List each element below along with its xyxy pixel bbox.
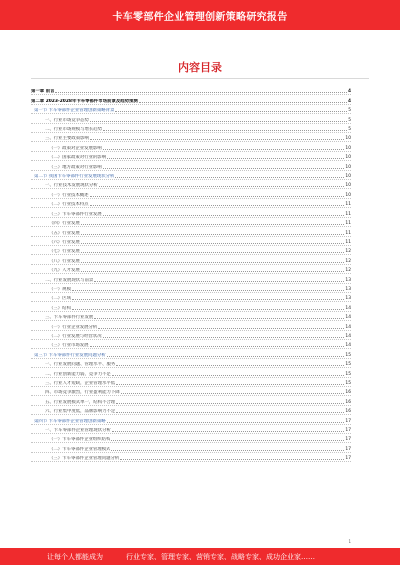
toc-dot-leader (90, 346, 345, 347)
toc-entry-text: （三）结构 (49, 305, 71, 311)
toc-entry-text: （三）行业市场发展 (49, 343, 89, 349)
toc-entry[interactable] (31, 274, 351, 283)
toc-entry-text: 第一节 卡车零部件企业管理创新策略背景 (34, 108, 115, 114)
toc-dot-leader (81, 224, 345, 225)
toc-entry-text: （九）人才发展 (49, 268, 80, 274)
toc-entry-page: 15 (345, 362, 351, 368)
toc-entry[interactable] (31, 312, 351, 321)
toc-entry[interactable] (31, 321, 351, 330)
footer-slogan-left: 让每个人都能成为 (47, 553, 103, 561)
toc-entry[interactable] (31, 142, 351, 151)
toc-entry[interactable] (31, 415, 351, 424)
toc-entry-text: 三、行业人才短缺，企业管理水平低 (45, 381, 116, 386)
toc-entry[interactable] (31, 208, 351, 217)
toc-entry-page: 10 (345, 164, 351, 170)
toc-dot-leader (90, 205, 345, 206)
toc-entry-text: （三）卡车零部件企业管理问题分析 (49, 456, 120, 462)
toc-dot-leader (120, 459, 344, 460)
toc-entry-page: 10 (345, 174, 351, 180)
toc-dot-leader (103, 149, 345, 150)
toc-entry-page: 12 (345, 249, 351, 255)
toc-entry-text: 四、市场竞争激烈，行业盈利能力下降 (45, 390, 120, 396)
toc-dot-leader (103, 215, 345, 216)
toc-dot-leader (103, 130, 347, 131)
toc-entry-text: （一）政策对企业发展影响 (49, 145, 102, 151)
toc-dot-leader (94, 318, 344, 319)
toc-entry[interactable] (31, 434, 351, 443)
toc-dot-leader (98, 328, 344, 329)
toc-entry-page: 17 (345, 418, 351, 424)
toc-dot-leader (81, 234, 345, 235)
toc-entry[interactable] (31, 453, 351, 462)
toc-entry-text: （五）行业发展 (49, 230, 80, 236)
toc-entry-page: 11 (345, 221, 351, 227)
toc-entry[interactable] (31, 387, 351, 396)
toc-entry-page: 10 (345, 192, 351, 198)
toc-entry-page: 5 (348, 127, 351, 133)
toc-entry[interactable] (31, 378, 351, 387)
toc-entry-text: 一、行业发展问题、管理水平、服务 (45, 362, 116, 368)
toc-dot-leader (115, 111, 347, 112)
toc-dot-leader (81, 252, 345, 253)
toc-entry-text: （二）行业发展与经营状况 (49, 333, 102, 339)
toc-entry-page: 5 (348, 117, 351, 123)
toc-entry-page: 10 (345, 136, 351, 142)
toc-entry-page: 16 (345, 399, 351, 405)
toc-entry[interactable] (31, 349, 351, 358)
toc-title: 内容目录 (178, 61, 222, 74)
toc-entry-page: 14 (345, 324, 351, 330)
report-title: 卡车零部件企业管理创新策略研究报告 (112, 12, 288, 23)
toc-entry[interactable] (31, 95, 351, 104)
toc-entry[interactable] (31, 425, 351, 434)
toc-entry[interactable] (31, 180, 351, 189)
toc-entry-text: （六）行业发展 (49, 239, 80, 245)
toc-entry-page: 11 (345, 239, 351, 245)
toc-entry-page: 17 (345, 437, 351, 443)
toc-entry-text: （八）行业发展 (49, 258, 80, 264)
toc-entry[interactable] (31, 114, 351, 123)
toc-dot-leader (112, 375, 345, 376)
toc-entry[interactable] (31, 265, 351, 274)
toc-entry[interactable] (31, 161, 351, 170)
toc-entry[interactable] (31, 443, 351, 452)
toc-entry-page: 10 (345, 145, 351, 151)
toc-entry-text: （一）规模 (49, 286, 71, 292)
toc-entry-text: （四）行业发展 (49, 221, 80, 227)
toc-entry-text: 一、行业技术发展现状分析 (45, 183, 98, 189)
toc-entry-page: 11 (345, 230, 351, 236)
toc-entry-text: （二）区域 (49, 296, 71, 302)
toc-entry-page: 4 (347, 89, 351, 95)
toc-entry[interactable] (31, 189, 351, 198)
toc-entry-text: 第二节 我国卡车零部件行业发展现状分析 (34, 174, 115, 180)
toc-entry-page: 15 (345, 381, 351, 386)
toc-entry-text: （七）行业发展 (49, 249, 80, 255)
toc-entry-text: 二、行业市场规模与增长趋势 (45, 127, 103, 133)
toc-entry-text: （二）国家政策对行业的影响 (49, 155, 107, 161)
toc-entry-text: （三）地方政策对行业影响 (49, 164, 102, 170)
toc-entry-page: 12 (345, 258, 351, 264)
toc-entry-page: 5 (348, 108, 351, 114)
toc-entry[interactable] (31, 124, 351, 133)
table-of-contents (31, 86, 351, 462)
toc-entry-text: （一）行业企业发展分析 (49, 324, 98, 330)
toc-entry-text: 第一章 前言 (31, 89, 55, 95)
header-banner (0, 0, 400, 30)
toc-entry-text: 六、行业集中度低，品牌影响力不足 (45, 409, 116, 415)
toc-entry-page: 17 (345, 456, 351, 462)
toc-entry[interactable] (31, 284, 351, 293)
toc-entry-page: 13 (345, 296, 351, 302)
toc-dot-leader (115, 177, 344, 178)
toc-divider (31, 78, 369, 79)
toc-entry-text: （一）行业技术概述 (49, 192, 89, 198)
toc-entry-page: 16 (345, 409, 351, 415)
toc-entry-page: 11 (345, 202, 351, 208)
toc-entry-page: 10 (345, 155, 351, 161)
footer-slogan-right: 行业专家、管理专家、营销专家、战略专家、成功企业家…… (126, 553, 315, 561)
toc-entry[interactable] (31, 86, 351, 95)
toc-entry-page: 17 (345, 446, 351, 452)
toc-entry-page: 14 (345, 315, 351, 321)
toc-entry-page: 10 (345, 183, 351, 189)
toc-entry[interactable] (31, 133, 351, 142)
toc-entry[interactable] (31, 152, 351, 161)
toc-entry-text: 一、行业市场竞争态势 (45, 117, 89, 123)
toc-entry-text: （三）卡车零部件行业发展 (49, 211, 102, 217)
toc-entry[interactable] (31, 246, 351, 255)
toc-entry[interactable] (31, 218, 351, 227)
toc-entry[interactable] (31, 340, 351, 349)
toc-entry[interactable] (31, 368, 351, 377)
toc-entry[interactable] (31, 227, 351, 236)
toc-entry-page: 14 (345, 343, 351, 349)
toc-entry-page: 17 (345, 428, 351, 434)
toc-dot-leader (103, 337, 345, 338)
toc-dot-leader (81, 271, 345, 272)
toc-dot-leader (116, 384, 344, 385)
toc-entry-page: 4 (347, 98, 351, 104)
toc-entry-page: 16 (345, 390, 351, 396)
toc-entry[interactable] (31, 199, 351, 208)
toc-entry[interactable] (31, 255, 351, 264)
toc-entry[interactable] (31, 293, 351, 302)
toc-dot-leader (116, 412, 344, 413)
toc-dot-leader (94, 281, 344, 282)
toc-dot-leader (90, 121, 347, 122)
toc-dot-leader (111, 450, 344, 451)
toc-dot-leader (107, 158, 344, 159)
toc-entry-text: （二）卡车零部件企业管理模式 (49, 446, 111, 452)
toc-entry-text: 五、行业发展模式单一，结构不合理 (45, 399, 116, 405)
toc-dot-leader (90, 139, 344, 140)
toc-dot-leader (90, 196, 345, 197)
toc-dot-leader (99, 186, 345, 187)
toc-dot-leader (121, 393, 345, 394)
toc-dot-leader (103, 168, 345, 169)
toc-entry[interactable] (31, 171, 351, 180)
toc-entry-text: 第二章 2023-2028年卡车零部件市场前景及趋势预测 (31, 98, 138, 104)
toc-entry-text: 三、行业主要政策影响 (45, 136, 89, 142)
toc-entry-page: 14 (345, 333, 351, 339)
toc-entry-page: 11 (345, 211, 351, 217)
toc-entry-text: （一）卡车零部件企业组织结构 (49, 437, 111, 443)
toc-entry-text: 一、卡车零部件企业管理现状分析 (45, 428, 111, 434)
toc-entry-text: （二）行业技术特点 (49, 202, 89, 208)
toc-dot-leader (107, 422, 345, 423)
toc-entry-text: 第三节 卡车零部件行业发展问题分析 (34, 352, 106, 358)
toc-entry[interactable] (31, 331, 351, 340)
toc-dot-leader (72, 290, 344, 291)
toc-entry-text: 三、卡车零部件行业发展 (45, 315, 94, 321)
toc-entry[interactable] (31, 359, 351, 368)
toc-entry-page: 14 (345, 305, 351, 311)
toc-entry[interactable] (31, 237, 351, 246)
toc-dot-leader (72, 299, 344, 300)
toc-entry[interactable] (31, 302, 351, 311)
toc-entry[interactable] (31, 105, 351, 114)
toc-dot-leader (139, 102, 347, 103)
toc-dot-leader (116, 403, 344, 404)
toc-dot-leader (116, 365, 344, 366)
toc-dot-leader (111, 440, 344, 441)
toc-entry-page: 15 (345, 371, 351, 377)
toc-entry[interactable] (31, 406, 351, 415)
toc-dot-leader (55, 92, 346, 93)
toc-entry[interactable] (31, 396, 351, 405)
toc-entry-text: 第四节 卡车零部件企业管理创新策略 (34, 418, 106, 424)
footer-banner (0, 548, 400, 565)
toc-dot-leader (72, 309, 344, 310)
toc-dot-leader (81, 262, 345, 263)
toc-entry-page: 12 (345, 268, 351, 274)
toc-entry-page: 15 (345, 352, 351, 358)
toc-dot-leader (112, 431, 345, 432)
toc-entry-page: 13 (345, 286, 351, 292)
toc-entry-text: 二、行业创新能力弱，竞争力不足 (45, 371, 111, 377)
page-number: 1 (348, 539, 351, 544)
toc-dot-leader (107, 356, 345, 357)
toc-entry-page: 13 (345, 277, 351, 283)
toc-entry-text: 二、行业发展现状与前景 (45, 277, 94, 283)
toc-dot-leader (81, 243, 345, 244)
